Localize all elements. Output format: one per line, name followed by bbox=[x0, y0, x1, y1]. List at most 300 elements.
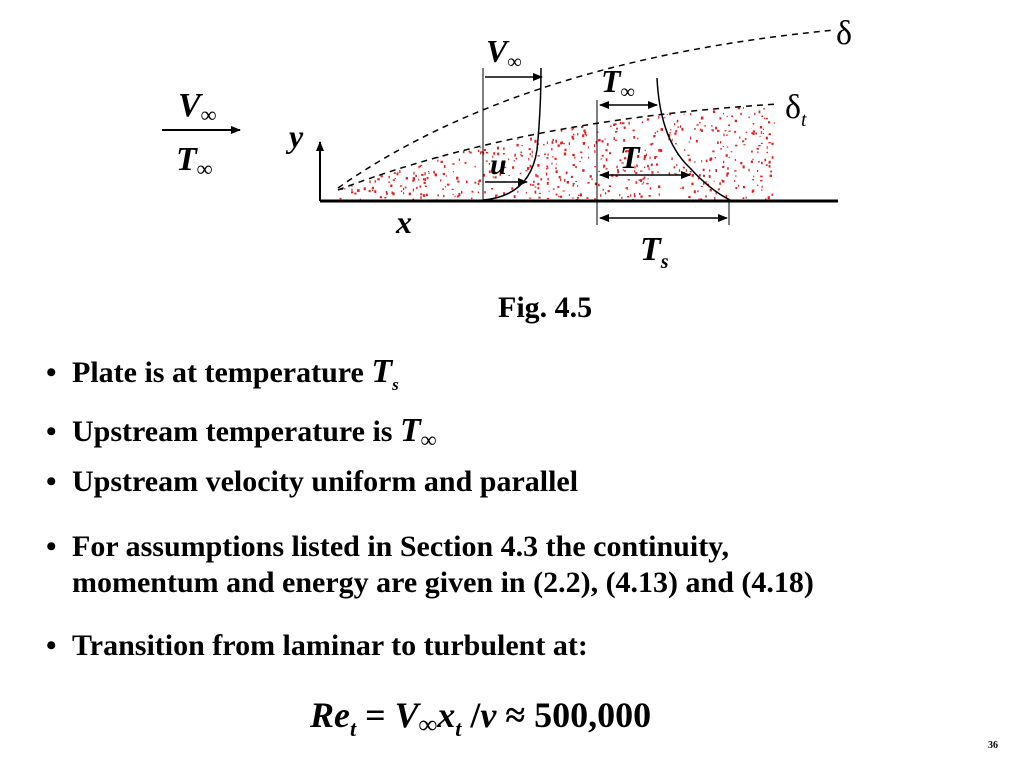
shading-dot bbox=[364, 105, 366, 107]
shading-dot bbox=[357, 121, 359, 123]
shading-dot bbox=[706, 160, 708, 163]
shading-dot bbox=[619, 194, 620, 196]
shading-dot bbox=[372, 190, 373, 191]
shading-dot bbox=[415, 105, 417, 108]
shading-dot bbox=[645, 150, 646, 151]
shading-dot bbox=[347, 134, 348, 136]
shading-dot bbox=[649, 113, 652, 114]
shading-dot bbox=[342, 131, 343, 134]
shading-dot bbox=[413, 172, 414, 175]
shading-dot bbox=[411, 100, 413, 103]
shading-dot bbox=[456, 177, 458, 180]
shading-dot bbox=[655, 132, 656, 134]
shading-dot bbox=[419, 129, 421, 131]
shading-dot bbox=[549, 101, 550, 104]
shading-dot bbox=[591, 178, 592, 180]
shading-dot bbox=[369, 122, 370, 124]
shading-dot bbox=[574, 112, 576, 114]
shading-dot bbox=[341, 145, 343, 147]
shading-dot bbox=[743, 197, 745, 199]
shading-dot bbox=[530, 153, 531, 155]
shading-dot bbox=[757, 170, 758, 172]
shading-dot bbox=[688, 196, 690, 198]
shading-dot bbox=[449, 110, 450, 113]
shading-dot bbox=[751, 151, 753, 153]
shading-dot bbox=[538, 197, 540, 199]
shading-dot bbox=[605, 192, 606, 194]
shading-dot bbox=[351, 156, 353, 158]
shading-dot bbox=[476, 106, 478, 107]
shading-dot bbox=[389, 176, 390, 179]
shading-dot bbox=[367, 175, 368, 177]
shading-dot bbox=[675, 130, 677, 132]
shading-dot bbox=[772, 194, 774, 196]
shading-dot bbox=[769, 133, 771, 135]
v-inf-left-label: V∞ bbox=[178, 87, 217, 127]
shading-dot bbox=[551, 163, 552, 165]
shading-dot bbox=[729, 157, 730, 158]
shading-dot bbox=[514, 119, 515, 120]
shading-dot bbox=[547, 182, 549, 185]
shading-dot bbox=[595, 183, 597, 186]
shading-dot bbox=[753, 100, 755, 102]
shading-dot bbox=[492, 135, 493, 138]
shading-dot bbox=[480, 152, 481, 155]
shading-dot bbox=[729, 131, 731, 132]
shading-dot bbox=[367, 161, 369, 163]
shading-dot bbox=[350, 145, 351, 148]
shading-dot bbox=[514, 195, 516, 198]
shading-dot bbox=[651, 164, 653, 167]
shading-dot bbox=[534, 140, 536, 143]
shading-dot bbox=[460, 105, 462, 107]
shading-dot bbox=[403, 117, 404, 119]
shading-dot bbox=[753, 176, 754, 178]
shading-dot bbox=[561, 124, 562, 125]
shading-dot bbox=[509, 135, 511, 137]
shading-dot bbox=[555, 167, 556, 169]
shading-dot bbox=[661, 128, 664, 131]
shading-dot bbox=[445, 141, 447, 142]
shading-dot bbox=[471, 131, 472, 133]
shading-dot bbox=[735, 159, 736, 161]
shading-dot bbox=[374, 130, 376, 132]
eq-value: 500,000 bbox=[534, 695, 652, 735]
shading-dot bbox=[689, 141, 690, 142]
shading-dot bbox=[378, 110, 380, 112]
shading-dot bbox=[746, 132, 748, 133]
shading-dot bbox=[400, 136, 402, 137]
shading-dot bbox=[451, 109, 453, 111]
shading-dot bbox=[722, 180, 725, 182]
shading-dot bbox=[355, 108, 357, 111]
shading-dot bbox=[609, 114, 610, 115]
shading-dot bbox=[380, 121, 382, 122]
shading-dot bbox=[632, 116, 634, 118]
shading-dot bbox=[551, 148, 552, 151]
shading-dot bbox=[407, 102, 409, 105]
shading-dot bbox=[376, 112, 378, 114]
shading-dot bbox=[515, 122, 517, 123]
shading-dot bbox=[571, 128, 573, 130]
shading-dot bbox=[622, 109, 624, 110]
shading-dot bbox=[558, 144, 560, 146]
shading-dot bbox=[659, 193, 660, 196]
shading-dot bbox=[656, 164, 658, 166]
shading-dot bbox=[573, 184, 574, 186]
shading-dot bbox=[395, 178, 396, 179]
shading-dot bbox=[556, 194, 558, 196]
shading-dot bbox=[461, 191, 462, 194]
shading-dot bbox=[347, 166, 349, 168]
shading-dot bbox=[478, 150, 479, 152]
shading-dot bbox=[446, 148, 447, 149]
shading-dot bbox=[523, 109, 525, 111]
shading-dot bbox=[392, 191, 393, 194]
shading-dot bbox=[507, 107, 508, 108]
bullet-transition bbox=[46, 628, 588, 664]
shading-dot bbox=[761, 189, 762, 190]
shading-dot bbox=[651, 171, 653, 174]
shading-dot bbox=[743, 165, 745, 168]
shading-dot bbox=[558, 196, 559, 198]
shading-dot bbox=[393, 149, 395, 151]
figure-svg bbox=[0, 0, 1024, 340]
eq-re: Re bbox=[310, 695, 350, 735]
shading-dot bbox=[378, 108, 380, 109]
shading-dot bbox=[532, 184, 534, 186]
shading-dot bbox=[469, 151, 470, 153]
shading-dot bbox=[731, 151, 733, 152]
shading-dot bbox=[577, 133, 578, 136]
t-inf-symbol: T bbox=[399, 412, 421, 449]
shading-dot bbox=[603, 165, 605, 168]
shading-dot bbox=[382, 135, 383, 137]
shading-dot bbox=[495, 107, 497, 110]
shading-dot bbox=[422, 157, 424, 159]
figure-caption: Fig. 4.5 bbox=[498, 291, 593, 324]
shading-dot bbox=[726, 134, 727, 136]
shading-dot bbox=[674, 173, 675, 174]
eq-slash: / bbox=[461, 695, 481, 735]
shading-dot bbox=[581, 123, 583, 124]
shading-dot bbox=[628, 179, 630, 180]
shading-dot bbox=[449, 147, 450, 149]
shading-dot bbox=[537, 155, 539, 156]
shading-dot bbox=[656, 156, 657, 157]
shading-dot bbox=[529, 148, 531, 150]
shading-dot bbox=[387, 133, 388, 135]
shading-dot bbox=[349, 136, 352, 139]
shading-dot bbox=[541, 125, 543, 127]
eq-x-sub: t bbox=[455, 716, 462, 741]
shading-dot bbox=[670, 129, 671, 131]
shading-dot bbox=[761, 116, 763, 117]
shading-dot bbox=[727, 172, 730, 174]
shading-dot bbox=[403, 163, 405, 165]
t-profile-label: T bbox=[620, 139, 640, 175]
shading-dot bbox=[365, 154, 367, 157]
delta-t-label: $\delta_t$ bbox=[785, 89, 807, 131]
shading-dot bbox=[428, 171, 429, 172]
shading-dot bbox=[384, 197, 386, 198]
shading-dot bbox=[401, 191, 402, 193]
shading-dot bbox=[608, 190, 610, 192]
bullet-text: Plate is at temperature bbox=[72, 356, 372, 389]
shading-dot bbox=[640, 179, 642, 182]
shading-dot bbox=[710, 157, 712, 160]
shading-dot bbox=[636, 181, 638, 184]
shading-dot bbox=[566, 122, 567, 125]
shading-dot bbox=[444, 152, 446, 153]
shading-dot bbox=[743, 106, 744, 109]
shading-dot bbox=[390, 131, 392, 134]
shading-dot bbox=[701, 186, 703, 187]
shading-dot bbox=[546, 173, 547, 176]
shading-dot bbox=[409, 118, 411, 120]
shading-dot bbox=[640, 171, 643, 172]
shading-dot bbox=[726, 154, 728, 157]
shading-dot bbox=[404, 103, 406, 105]
shading-dot bbox=[746, 197, 747, 199]
bullet-plate-temperature bbox=[46, 354, 399, 403]
shading-dot bbox=[443, 173, 445, 175]
shading-dot bbox=[341, 176, 343, 178]
shading-dot bbox=[420, 196, 421, 199]
shading-dot bbox=[594, 144, 595, 147]
shading-dot bbox=[735, 120, 737, 123]
shading-dot bbox=[712, 151, 714, 153]
shading-dot bbox=[714, 197, 715, 200]
shading-dot bbox=[517, 144, 519, 147]
shading-dot bbox=[514, 154, 516, 157]
shading-dot bbox=[463, 112, 465, 114]
shading-dot bbox=[364, 187, 366, 190]
shading-dot bbox=[760, 176, 763, 178]
shading-dot bbox=[614, 123, 616, 125]
shading-dot bbox=[452, 163, 454, 164]
shading-dot bbox=[609, 185, 611, 187]
shading-dot bbox=[352, 174, 353, 176]
shading-dot bbox=[445, 186, 446, 187]
shading-dot bbox=[600, 194, 601, 197]
shading-dot bbox=[546, 168, 548, 169]
shading-dot bbox=[757, 151, 758, 153]
shading-dot bbox=[413, 189, 414, 192]
shading-dot bbox=[508, 125, 510, 128]
shading-dot bbox=[723, 134, 724, 137]
shading-dot bbox=[341, 119, 342, 120]
shading-dot bbox=[560, 196, 562, 198]
shading-dot bbox=[752, 102, 754, 104]
shading-dot bbox=[346, 119, 348, 120]
shading-dot bbox=[443, 145, 444, 146]
shading-dot bbox=[453, 124, 455, 125]
shading-dot bbox=[682, 187, 684, 190]
shading-dot bbox=[610, 126, 612, 127]
shading-dot bbox=[453, 194, 454, 195]
shading-dot bbox=[653, 106, 655, 108]
shading-dot bbox=[439, 151, 442, 152]
shading-dot bbox=[627, 187, 628, 190]
shading-dot bbox=[520, 154, 521, 155]
bullet-text-line2: momentum and energy are given in (2.2), (4.13) and (4.18) bbox=[72, 566, 814, 599]
shading-dot bbox=[354, 154, 356, 156]
shading-dot bbox=[495, 195, 497, 197]
shading-dot bbox=[715, 169, 717, 172]
shading-dot bbox=[486, 152, 488, 154]
shading-dot bbox=[703, 169, 705, 171]
shading-dot bbox=[346, 131, 348, 132]
shading-dot bbox=[765, 198, 766, 199]
bullet-upstream-velocity bbox=[46, 464, 578, 500]
shading-dot bbox=[359, 141, 361, 143]
shading-dot bbox=[408, 115, 410, 117]
shading-dot bbox=[375, 180, 377, 182]
shading-dot bbox=[553, 139, 555, 141]
shading-dot bbox=[719, 117, 721, 119]
shading-dot bbox=[424, 182, 426, 184]
shading-dot bbox=[375, 135, 376, 137]
eq-approx: ≈ bbox=[496, 695, 535, 735]
shading-dot bbox=[422, 128, 424, 130]
infinity-subscript: ∞ bbox=[420, 427, 437, 452]
shading-dot bbox=[563, 143, 565, 144]
shading-dot bbox=[523, 135, 524, 137]
shading-dot bbox=[746, 100, 748, 102]
shading-dot bbox=[735, 187, 737, 189]
shading-dot bbox=[660, 151, 662, 153]
shading-dot bbox=[355, 102, 356, 104]
shading-dot bbox=[550, 110, 552, 113]
shading-dot bbox=[521, 112, 523, 114]
shading-dot bbox=[769, 161, 771, 164]
shading-dot bbox=[588, 146, 589, 148]
shading-dot bbox=[396, 118, 398, 121]
shading-dot bbox=[681, 128, 683, 131]
shading-dot bbox=[769, 142, 771, 143]
shading-dot bbox=[399, 130, 401, 132]
shading-dot bbox=[575, 166, 577, 168]
shading-dot bbox=[338, 149, 340, 150]
shading-dot bbox=[511, 187, 513, 189]
shading-dot bbox=[530, 184, 532, 186]
shading-dot bbox=[397, 167, 398, 169]
shading-dot bbox=[446, 152, 447, 154]
shading-dot bbox=[403, 130, 405, 133]
shading-dot bbox=[642, 183, 644, 184]
shading-dot bbox=[431, 116, 432, 118]
shading-dot bbox=[720, 148, 722, 149]
shading-dot bbox=[581, 157, 582, 159]
shading-dot bbox=[692, 174, 694, 177]
shading-dot bbox=[621, 197, 623, 199]
shading-dot bbox=[752, 190, 754, 193]
shading-dot bbox=[577, 197, 579, 199]
shading-dot bbox=[547, 198, 549, 199]
shading-dot bbox=[346, 107, 347, 110]
shading-dot bbox=[445, 121, 447, 124]
shading-dot bbox=[467, 121, 468, 123]
shading-dot bbox=[562, 191, 564, 192]
shading-dot bbox=[352, 122, 354, 123]
shading-dot bbox=[751, 132, 752, 134]
shading-dot bbox=[540, 116, 542, 118]
shading-dot bbox=[578, 109, 580, 111]
shading-dot bbox=[680, 188, 681, 189]
shading-dot bbox=[459, 135, 461, 136]
shading-dot bbox=[393, 179, 395, 181]
shading-dot bbox=[512, 128, 513, 130]
shading-dot bbox=[341, 144, 343, 146]
shading-dot bbox=[651, 143, 652, 145]
shading-dot bbox=[659, 149, 660, 151]
shading-dot bbox=[429, 150, 431, 152]
shading-dot bbox=[709, 175, 711, 178]
shading-dot bbox=[742, 140, 744, 142]
shading-dot bbox=[600, 100, 601, 103]
shading-dot bbox=[559, 176, 560, 178]
shading-dot bbox=[495, 138, 496, 141]
shading-dot bbox=[557, 111, 558, 113]
bullet-dot: • bbox=[46, 465, 57, 498]
shading-dot bbox=[680, 125, 681, 128]
shading-dot bbox=[548, 154, 549, 156]
shading-dot bbox=[440, 132, 441, 133]
shading-dot bbox=[423, 194, 425, 197]
shading-dot bbox=[530, 165, 532, 168]
shading-dot bbox=[374, 190, 376, 193]
shading-dot bbox=[675, 143, 677, 144]
shading-dot bbox=[557, 113, 559, 115]
shading-dot bbox=[769, 165, 771, 168]
shading-dot bbox=[734, 180, 735, 182]
shading-dot bbox=[388, 122, 389, 124]
shading-dot bbox=[389, 128, 390, 129]
shading-dot bbox=[417, 117, 419, 118]
shading-dot bbox=[699, 122, 701, 123]
shading-dot bbox=[731, 115, 733, 117]
shading-dot bbox=[418, 166, 419, 169]
shading-dot bbox=[709, 103, 710, 106]
shading-dot bbox=[590, 119, 592, 122]
shading-dot bbox=[507, 128, 509, 130]
shading-dot bbox=[588, 157, 589, 159]
shading-dot bbox=[427, 177, 429, 179]
shading-dot bbox=[633, 130, 635, 132]
shading-dot bbox=[586, 197, 588, 199]
shading-dot bbox=[679, 169, 680, 172]
shading-dot bbox=[397, 122, 399, 123]
shading-dot bbox=[649, 195, 651, 197]
shading-dot bbox=[343, 134, 345, 135]
shading-dot bbox=[580, 193, 582, 196]
shading-dot bbox=[577, 185, 578, 187]
shading-dot bbox=[495, 125, 496, 126]
shading-dot bbox=[764, 118, 765, 119]
shading-dot bbox=[479, 180, 481, 182]
shading-dot bbox=[525, 129, 527, 131]
shading-dot bbox=[739, 137, 740, 139]
shading-dot bbox=[406, 160, 407, 161]
shading-dot bbox=[405, 187, 407, 189]
shading-dot bbox=[630, 194, 631, 196]
shading-dot bbox=[361, 137, 363, 140]
shading-dot bbox=[566, 172, 568, 175]
shading-dot bbox=[520, 173, 522, 175]
shading-dot bbox=[752, 179, 754, 180]
shading-dot bbox=[620, 122, 622, 124]
